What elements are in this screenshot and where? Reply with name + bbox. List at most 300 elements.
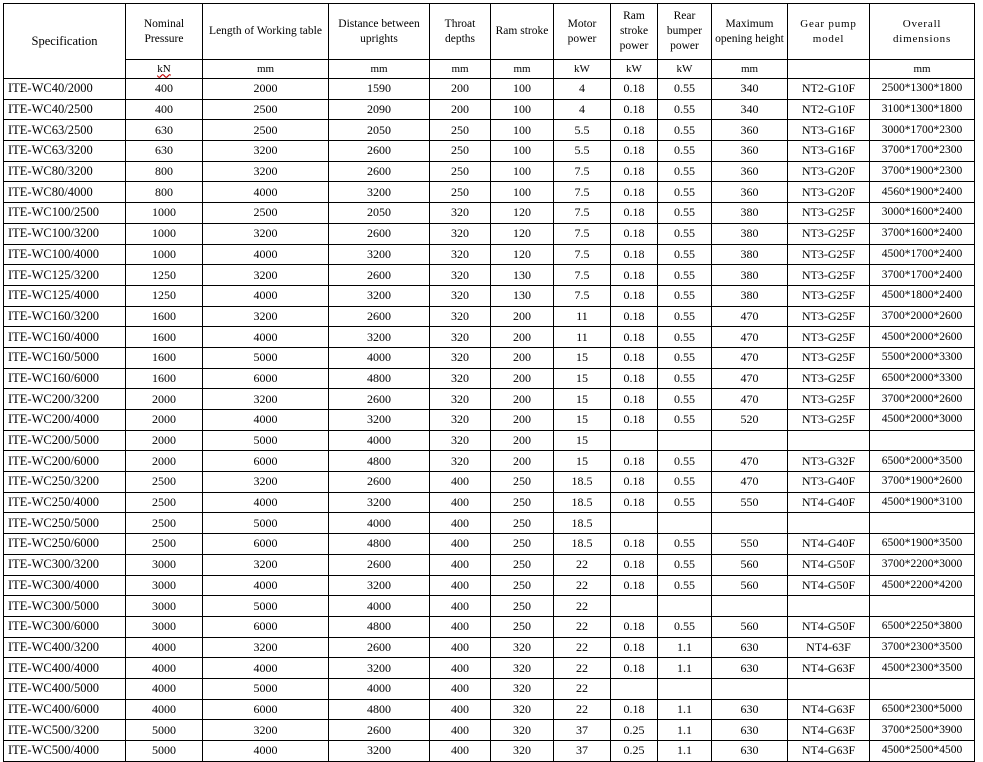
overall-dimensions-cell: 3100*1300*1800 [870, 99, 975, 120]
rear-bumper-power-cell: 1.1 [658, 658, 712, 679]
upright-distance-cell: 4000 [329, 347, 430, 368]
gear-pump-model-cell: NT4-G40F [788, 534, 870, 555]
motor-power-cell: 22 [554, 699, 611, 720]
ram-stroke-power-cell: 0.18 [611, 637, 658, 658]
nominal-pressure-cell: 1600 [126, 347, 203, 368]
model-cell: ITE-WC40/2000 [4, 79, 126, 100]
overall-dimensions-cell: 3700*1600*2400 [870, 223, 975, 244]
working-table-length-cell: 4000 [203, 492, 329, 513]
table-row [4, 223, 975, 244]
ram-stroke-cell: 250 [491, 492, 554, 513]
working-table-length-cell: 4000 [203, 244, 329, 265]
rear-bumper-power-cell: 0.55 [658, 306, 712, 327]
max-opening-height-cell: 360 [712, 120, 788, 141]
upright-distance-cell: 4000 [329, 596, 430, 617]
motor-power-cell: 22 [554, 596, 611, 617]
nominal-pressure-cell: 4000 [126, 658, 203, 679]
gear-pump-model-cell: NT4-63F [788, 637, 870, 658]
unit-cell: kW [658, 60, 712, 79]
upright-distance-cell: 4000 [329, 678, 430, 699]
overall-dimensions-cell: 4500*2200*4200 [870, 575, 975, 596]
upright-distance-cell: 2600 [329, 265, 430, 286]
throat-depth-cell: 250 [430, 120, 491, 141]
model-cell: ITE-WC100/3200 [4, 223, 126, 244]
ram-stroke-power-cell: 0.18 [611, 161, 658, 182]
nominal-pressure-cell: 2000 [126, 451, 203, 472]
unit-cell: mm [203, 60, 329, 79]
overall-dimensions-cell: 3700*1900*2300 [870, 161, 975, 182]
rear-bumper-power-cell: 0.55 [658, 534, 712, 555]
ram-stroke-cell: 320 [491, 637, 554, 658]
table-row [4, 513, 975, 534]
motor-power-cell: 7.5 [554, 285, 611, 306]
max-opening-height-cell: 560 [712, 554, 788, 575]
ram-stroke-cell: 100 [491, 120, 554, 141]
motor-power-cell: 15 [554, 410, 611, 431]
max-opening-height-cell: 470 [712, 327, 788, 348]
overall-dimensions-cell: 3700*2000*2600 [870, 389, 975, 410]
table-row [4, 265, 975, 286]
rear-bumper-power-cell: 0.55 [658, 120, 712, 141]
upright-distance-cell: 2600 [329, 637, 430, 658]
ram-stroke-power-cell: 0.25 [611, 741, 658, 762]
ram-stroke-cell: 100 [491, 99, 554, 120]
throat-depth-cell: 320 [430, 327, 491, 348]
ram-stroke-power-cell: 0.18 [611, 327, 658, 348]
rear-bumper-power-cell: 1.1 [658, 720, 712, 741]
model-cell: ITE-WC300/5000 [4, 596, 126, 617]
ram-stroke-power-cell: 0.18 [611, 203, 658, 224]
ram-stroke-power-cell: 0.18 [611, 244, 658, 265]
working-table-length-cell: 4000 [203, 741, 329, 762]
overall-dimensions-cell: 6500*2000*3500 [870, 451, 975, 472]
table-row [4, 430, 975, 451]
gear-pump-model-cell: NT4-G63F [788, 720, 870, 741]
throat-depth-cell: 320 [430, 410, 491, 431]
table-row [4, 492, 975, 513]
throat-depth-cell: 320 [430, 285, 491, 306]
unit-cell [126, 60, 203, 79]
nominal-pressure-unit: kN [157, 62, 171, 75]
gear-pump-model-cell: NT3-G25F [788, 327, 870, 348]
nominal-pressure-header: Nominal Pressure [126, 4, 203, 60]
model-cell: ITE-WC80/4000 [4, 182, 126, 203]
working-table-length-cell: 4000 [203, 575, 329, 596]
model-cell: ITE-WC160/3200 [4, 306, 126, 327]
table-row [4, 244, 975, 265]
motor-power-cell: 7.5 [554, 203, 611, 224]
ram-stroke-power-header: Ram stroke power [611, 4, 658, 60]
table-row [4, 596, 975, 617]
max-opening-height-cell [712, 596, 788, 617]
throat-depth-cell: 200 [430, 79, 491, 100]
upright-distance-cell: 4800 [329, 616, 430, 637]
ram-stroke-cell: 200 [491, 389, 554, 410]
nominal-pressure-cell: 2500 [126, 534, 203, 555]
ram-stroke-cell: 250 [491, 575, 554, 596]
upright-distance-cell: 4000 [329, 430, 430, 451]
table-row [4, 99, 975, 120]
ram-stroke-power-cell: 0.18 [611, 658, 658, 679]
nominal-pressure-cell: 800 [126, 161, 203, 182]
upright-distance-cell: 4800 [329, 534, 430, 555]
gear-pump-model-cell: NT4-G63F [788, 741, 870, 762]
throat-depth-cell: 400 [430, 720, 491, 741]
ram-stroke-power-cell: 0.18 [611, 223, 658, 244]
specification-header: Specification [4, 4, 126, 79]
unit-cell: kW [554, 60, 611, 79]
model-cell: ITE-WC200/5000 [4, 430, 126, 451]
gear-pump-model-cell [788, 430, 870, 451]
model-cell: ITE-WC40/2500 [4, 99, 126, 120]
ram-stroke-cell: 320 [491, 720, 554, 741]
model-cell: ITE-WC400/6000 [4, 699, 126, 720]
nominal-pressure-cell: 4000 [126, 637, 203, 658]
max-opening-height-cell: 340 [712, 99, 788, 120]
overall-dimensions-cell: 3000*1700*2300 [870, 120, 975, 141]
table-row [4, 720, 975, 741]
table-row [4, 368, 975, 389]
max-opening-height-cell: 360 [712, 161, 788, 182]
upright-distance-cell: 3200 [329, 182, 430, 203]
ram-stroke-cell: 200 [491, 368, 554, 389]
nominal-pressure-cell: 3000 [126, 596, 203, 617]
rear-bumper-power-cell [658, 678, 712, 699]
working-table-length-cell: 6000 [203, 368, 329, 389]
nominal-pressure-cell: 2000 [126, 410, 203, 431]
table-row [4, 554, 975, 575]
upright-distance-header: Distance between uprights [329, 4, 430, 60]
max-opening-height-cell: 470 [712, 389, 788, 410]
ram-stroke-cell: 200 [491, 306, 554, 327]
overall-dimensions-header: Overall dimensions [870, 4, 975, 60]
model-cell: ITE-WC300/3200 [4, 554, 126, 575]
ram-stroke-header: Ram stroke [491, 4, 554, 60]
rear-bumper-power-cell [658, 596, 712, 617]
working-table-length-cell: 3200 [203, 306, 329, 327]
working-table-length-cell: 3200 [203, 720, 329, 741]
gear-pump-model-header: Gear pump model [788, 4, 870, 60]
model-cell: ITE-WC100/4000 [4, 244, 126, 265]
overall-dimensions-cell: 3700*2500*3900 [870, 720, 975, 741]
rear-bumper-power-cell: 0.55 [658, 223, 712, 244]
throat-depth-cell: 400 [430, 741, 491, 762]
working-table-length-cell: 3200 [203, 637, 329, 658]
ram-stroke-power-cell: 0.18 [611, 575, 658, 596]
nominal-pressure-cell: 400 [126, 99, 203, 120]
gear-pump-model-cell: NT2-G10F [788, 79, 870, 100]
ram-stroke-power-cell: 0.18 [611, 120, 658, 141]
throat-depth-cell: 320 [430, 430, 491, 451]
upright-distance-cell: 4800 [329, 368, 430, 389]
motor-power-cell: 22 [554, 637, 611, 658]
ram-stroke-power-cell [611, 596, 658, 617]
gear-pump-model-cell [788, 678, 870, 699]
overall-dimensions-cell [870, 596, 975, 617]
gear-pump-model-cell: NT2-G10F [788, 99, 870, 120]
rear-bumper-power-cell: 0.55 [658, 265, 712, 286]
ram-stroke-cell: 200 [491, 327, 554, 348]
max-opening-height-cell: 630 [712, 658, 788, 679]
ram-stroke-power-cell: 0.18 [611, 79, 658, 100]
upright-distance-cell: 1590 [329, 79, 430, 100]
overall-dimensions-cell: 4500*2500*4500 [870, 741, 975, 762]
model-cell: ITE-WC400/4000 [4, 658, 126, 679]
overall-dimensions-cell: 4560*1900*2400 [870, 182, 975, 203]
upright-distance-cell: 2600 [329, 389, 430, 410]
nominal-pressure-cell: 2000 [126, 430, 203, 451]
ram-stroke-cell: 100 [491, 182, 554, 203]
ram-stroke-power-cell [611, 430, 658, 451]
throat-depth-cell: 400 [430, 492, 491, 513]
rear-bumper-power-cell: 0.55 [658, 203, 712, 224]
ram-stroke-power-cell: 0.18 [611, 347, 658, 368]
nominal-pressure-cell: 630 [126, 141, 203, 162]
overall-dimensions-cell: 4500*1700*2400 [870, 244, 975, 265]
throat-depth-cell: 400 [430, 534, 491, 555]
ram-stroke-cell: 320 [491, 678, 554, 699]
model-cell: ITE-WC500/4000 [4, 741, 126, 762]
ram-stroke-cell: 120 [491, 244, 554, 265]
gear-pump-model-cell: NT4-G63F [788, 699, 870, 720]
model-cell: ITE-WC100/2500 [4, 203, 126, 224]
rear-bumper-power-cell: 0.55 [658, 616, 712, 637]
rear-bumper-power-cell: 0.55 [658, 368, 712, 389]
nominal-pressure-cell: 2500 [126, 492, 203, 513]
motor-power-cell: 18.5 [554, 492, 611, 513]
nominal-pressure-cell: 1250 [126, 265, 203, 286]
overall-dimensions-cell: 4500*1900*3100 [870, 492, 975, 513]
ram-stroke-power-cell: 0.18 [611, 285, 658, 306]
table-row [4, 347, 975, 368]
rear-bumper-power-cell: 0.55 [658, 389, 712, 410]
motor-power-header: Motor power [554, 4, 611, 60]
ram-stroke-cell: 250 [491, 472, 554, 493]
rear-bumper-power-cell: 1.1 [658, 637, 712, 658]
throat-depth-cell: 400 [430, 699, 491, 720]
table-row [4, 678, 975, 699]
ram-stroke-cell: 320 [491, 658, 554, 679]
gear-pump-model-cell: NT3-G25F [788, 347, 870, 368]
throat-depth-cell: 250 [430, 141, 491, 162]
throat-depth-header: Throat depths [430, 4, 491, 60]
table-row [4, 79, 975, 100]
throat-depth-cell: 400 [430, 596, 491, 617]
max-opening-height-cell: 560 [712, 616, 788, 637]
throat-depth-cell: 400 [430, 678, 491, 699]
overall-dimensions-cell [870, 513, 975, 534]
motor-power-cell: 18.5 [554, 472, 611, 493]
motor-power-cell: 7.5 [554, 182, 611, 203]
model-cell: ITE-WC250/3200 [4, 472, 126, 493]
rear-bumper-power-cell: 0.55 [658, 554, 712, 575]
throat-depth-cell: 250 [430, 161, 491, 182]
table-row [4, 616, 975, 637]
gear-pump-model-cell: NT3-G25F [788, 389, 870, 410]
upright-distance-cell: 2050 [329, 120, 430, 141]
nominal-pressure-cell: 3000 [126, 554, 203, 575]
working-table-length-cell: 2500 [203, 120, 329, 141]
gear-pump-model-cell: NT3-G32F [788, 451, 870, 472]
rear-bumper-power-cell: 0.55 [658, 575, 712, 596]
max-opening-height-cell: 380 [712, 285, 788, 306]
motor-power-cell: 18.5 [554, 534, 611, 555]
model-cell: ITE-WC250/5000 [4, 513, 126, 534]
ram-stroke-cell: 200 [491, 451, 554, 472]
model-cell: ITE-WC300/6000 [4, 616, 126, 637]
gear-pump-model-cell: NT3-G16F [788, 141, 870, 162]
unit-cell: kW [611, 60, 658, 79]
working-table-length-cell: 6000 [203, 451, 329, 472]
working-table-length-cell: 3200 [203, 141, 329, 162]
gear-pump-model-cell: NT3-G16F [788, 120, 870, 141]
unit-cell [788, 60, 870, 79]
motor-power-cell: 37 [554, 741, 611, 762]
rear-bumper-power-cell: 0.55 [658, 99, 712, 120]
motor-power-cell: 22 [554, 616, 611, 637]
gear-pump-model-cell: NT3-G25F [788, 244, 870, 265]
upright-distance-cell: 2600 [329, 223, 430, 244]
throat-depth-cell: 400 [430, 513, 491, 534]
nominal-pressure-cell: 1600 [126, 368, 203, 389]
overall-dimensions-cell: 5500*2000*3300 [870, 347, 975, 368]
max-opening-height-cell: 470 [712, 347, 788, 368]
ram-stroke-cell: 200 [491, 410, 554, 431]
table-row [4, 699, 975, 720]
table-row [4, 203, 975, 224]
ram-stroke-power-cell: 0.25 [611, 720, 658, 741]
max-opening-height-cell: 630 [712, 699, 788, 720]
unit-cell: mm [870, 60, 975, 79]
max-opening-height-cell [712, 513, 788, 534]
upright-distance-cell: 2600 [329, 306, 430, 327]
overall-dimensions-cell: 6500*2000*3300 [870, 368, 975, 389]
working-table-length-cell: 2500 [203, 203, 329, 224]
unit-cell: mm [491, 60, 554, 79]
model-cell: ITE-WC63/3200 [4, 141, 126, 162]
upright-distance-cell: 3200 [329, 492, 430, 513]
rear-bumper-power-cell: 0.55 [658, 244, 712, 265]
upright-distance-cell: 2600 [329, 554, 430, 575]
throat-depth-cell: 400 [430, 472, 491, 493]
model-cell: ITE-WC250/6000 [4, 534, 126, 555]
upright-distance-cell: 2600 [329, 141, 430, 162]
overall-dimensions-cell: 6500*2250*3800 [870, 616, 975, 637]
model-cell: ITE-WC125/3200 [4, 265, 126, 286]
gear-pump-model-cell: NT3-G25F [788, 265, 870, 286]
max-opening-height-cell: 630 [712, 741, 788, 762]
overall-dimensions-cell: 4500*2000*3000 [870, 410, 975, 431]
upright-distance-cell: 3200 [329, 575, 430, 596]
ram-stroke-power-cell: 0.18 [611, 451, 658, 472]
working-table-length-cell: 3200 [203, 554, 329, 575]
ram-stroke-power-cell: 0.18 [611, 306, 658, 327]
throat-depth-cell: 200 [430, 99, 491, 120]
unit-row [4, 60, 975, 79]
ram-stroke-power-cell: 0.18 [611, 534, 658, 555]
model-cell: ITE-WC160/4000 [4, 327, 126, 348]
upright-distance-cell: 2600 [329, 472, 430, 493]
nominal-pressure-cell: 800 [126, 182, 203, 203]
table-row [4, 741, 975, 762]
rear-bumper-power-cell: 0.55 [658, 161, 712, 182]
ram-stroke-power-cell [611, 513, 658, 534]
table-row [4, 575, 975, 596]
motor-power-cell: 22 [554, 575, 611, 596]
nominal-pressure-cell: 1000 [126, 203, 203, 224]
nominal-pressure-cell: 5000 [126, 720, 203, 741]
rear-bumper-power-cell: 0.55 [658, 141, 712, 162]
ram-stroke-power-cell: 0.18 [611, 616, 658, 637]
ram-stroke-cell: 200 [491, 430, 554, 451]
motor-power-cell: 22 [554, 678, 611, 699]
overall-dimensions-cell: 6500*1900*3500 [870, 534, 975, 555]
max-opening-height-cell: 550 [712, 492, 788, 513]
model-cell: ITE-WC80/3200 [4, 161, 126, 182]
working-table-length-cell: 4000 [203, 410, 329, 431]
upright-distance-cell: 3200 [329, 410, 430, 431]
rear-bumper-power-cell: 0.55 [658, 285, 712, 306]
rear-bumper-power-cell: 0.55 [658, 492, 712, 513]
motor-power-cell: 15 [554, 389, 611, 410]
model-cell: ITE-WC63/2500 [4, 120, 126, 141]
unit-cell: mm [712, 60, 788, 79]
header-row [4, 4, 975, 60]
gear-pump-model-cell [788, 513, 870, 534]
upright-distance-cell: 3200 [329, 741, 430, 762]
rear-bumper-power-cell: 1.1 [658, 699, 712, 720]
gear-pump-model-cell: NT3-G25F [788, 306, 870, 327]
upright-distance-cell: 4000 [329, 513, 430, 534]
working-table-length-cell: 5000 [203, 347, 329, 368]
nominal-pressure-cell: 2000 [126, 389, 203, 410]
nominal-pressure-cell: 1600 [126, 306, 203, 327]
overall-dimensions-cell: 3700*1700*2300 [870, 141, 975, 162]
throat-depth-cell: 400 [430, 616, 491, 637]
motor-power-cell: 5.5 [554, 141, 611, 162]
motor-power-cell: 4 [554, 79, 611, 100]
model-cell: ITE-WC300/4000 [4, 575, 126, 596]
ram-stroke-cell: 250 [491, 596, 554, 617]
nominal-pressure-cell: 4000 [126, 699, 203, 720]
max-opening-height-cell: 360 [712, 182, 788, 203]
max-opening-height-cell: 560 [712, 575, 788, 596]
working-table-length-header: Length of Working table [203, 4, 329, 60]
nominal-pressure-cell: 2500 [126, 513, 203, 534]
nominal-pressure-cell: 1600 [126, 327, 203, 348]
motor-power-cell: 7.5 [554, 244, 611, 265]
table-body [4, 79, 975, 762]
max-opening-height-cell: 470 [712, 306, 788, 327]
ram-stroke-cell: 200 [491, 347, 554, 368]
max-opening-height-cell: 630 [712, 637, 788, 658]
working-table-length-cell: 3200 [203, 389, 329, 410]
working-table-length-cell: 5000 [203, 430, 329, 451]
ram-stroke-power-cell: 0.18 [611, 99, 658, 120]
max-opening-height-cell: 520 [712, 410, 788, 431]
nominal-pressure-cell: 630 [126, 120, 203, 141]
working-table-length-cell: 4000 [203, 182, 329, 203]
rear-bumper-power-cell: 0.55 [658, 410, 712, 431]
working-table-length-cell: 3200 [203, 161, 329, 182]
overall-dimensions-cell: 2500*1300*1800 [870, 79, 975, 100]
gear-pump-model-cell: NT4-G50F [788, 554, 870, 575]
motor-power-cell: 37 [554, 720, 611, 741]
gear-pump-model-cell: NT3-G25F [788, 368, 870, 389]
ram-stroke-power-cell: 0.18 [611, 554, 658, 575]
table-row [4, 658, 975, 679]
table-row [4, 120, 975, 141]
